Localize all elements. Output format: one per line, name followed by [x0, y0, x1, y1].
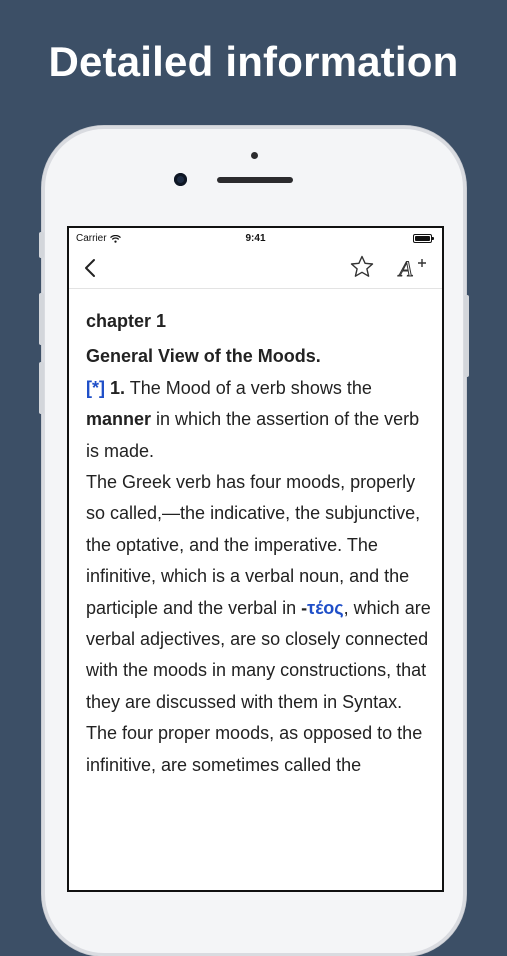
- article-content: [86, 306, 431, 781]
- reference-link[interactable]: [*]: [86, 377, 105, 398]
- navigation-bar: [69, 248, 442, 289]
- star-icon: [349, 254, 375, 280]
- carrier-label: Carrier: [76, 233, 107, 244]
- section-title: General View of the Moods.: [86, 346, 321, 367]
- chapter-heading: chapter 1: [86, 311, 167, 331]
- status-time: 9:41: [245, 233, 266, 244]
- font-size-button[interactable]: [397, 254, 427, 280]
- status-bar: [69, 228, 442, 248]
- emphasis-word: manner: [86, 409, 152, 430]
- phone-volume-down-button: [39, 362, 44, 414]
- phone-power-button: [464, 295, 469, 377]
- front-camera: [174, 173, 187, 186]
- phone-screen: [67, 226, 444, 892]
- font-size-glyph: A: [399, 256, 413, 280]
- greek-word-link[interactable]: τέος: [307, 597, 344, 618]
- paragraph-3: The four proper moods, as opposed to the infinitive, are sometimes called the: [86, 723, 423, 775]
- paragraph-1-text-b: in which the assertion of the verb is made.: [86, 409, 420, 461]
- back-button[interactable]: [79, 256, 103, 280]
- paragraph-2: [86, 467, 431, 718]
- greek-dash: -: [301, 597, 308, 618]
- battery-icon: [413, 234, 432, 243]
- section-number: 1.: [110, 377, 126, 398]
- promo-headline: Detailed information: [48, 38, 459, 85]
- proximity-sensor: [251, 152, 258, 159]
- phone-side-button: [39, 232, 44, 258]
- paragraph-2-text-a: The Greek verb has four moods, properly so called,—the indicative, the subjunctive, the optative, and the imperative. The infinitive, which is a verbal noun, and the participle and the verbal in: [86, 472, 421, 618]
- paragraph-1-text-a: The Mood of a verb shows the: [129, 377, 372, 398]
- earpiece-speaker: [217, 177, 293, 183]
- chevron-left-icon: [79, 256, 103, 280]
- paragraph-2-text-b: , which are verbal adjectives, are so closely connected with the moods in many constructions, that they are discussed with them in Syntax.: [86, 597, 431, 712]
- font-size-icon: [397, 254, 427, 280]
- paragraph-1: [86, 373, 431, 467]
- bookmark-button[interactable]: [349, 254, 375, 280]
- phone-volume-up-button: [39, 293, 44, 345]
